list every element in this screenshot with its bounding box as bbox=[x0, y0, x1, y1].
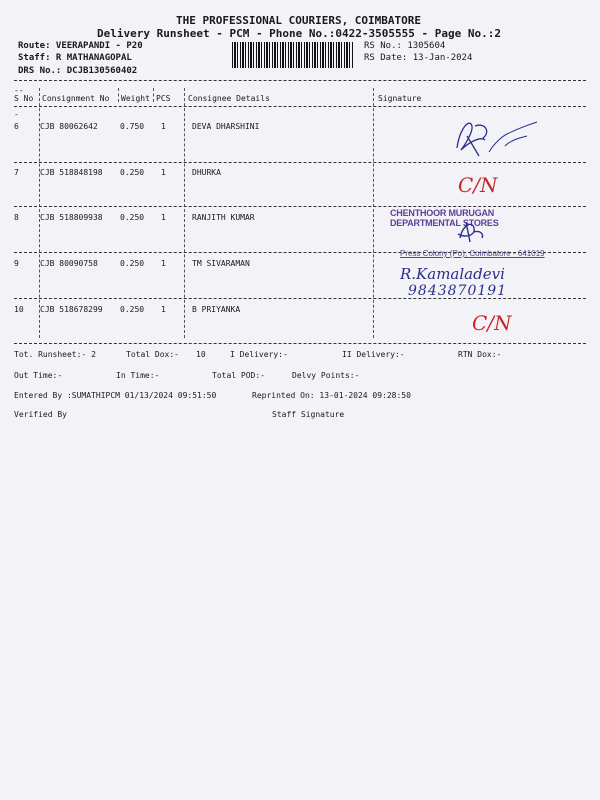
row-7-cn-mark: C/N bbox=[458, 173, 498, 197]
table-row-8-pcs: 1 bbox=[161, 213, 166, 222]
table-row-6-consignment: CJB 80062642 bbox=[40, 122, 98, 131]
row-10-cn-mark: C/N bbox=[472, 311, 512, 335]
table-row-7-weight: 0.250 bbox=[120, 168, 145, 177]
table-row-7-pcs: 1 bbox=[161, 168, 166, 177]
store-stamp: CHENTHOOR MURUGAN DEPARTMENTAL STORES Press Colony (Po), Coimbatore - 641019 bbox=[390, 208, 545, 258]
divider bbox=[14, 106, 586, 107]
col-header-pcs: PCS bbox=[156, 94, 171, 103]
table-row-9-weight: 0.250 bbox=[120, 259, 145, 268]
col-header-weight: Weight bbox=[121, 94, 150, 103]
table-row-8-sno: 8 bbox=[14, 213, 19, 222]
divider bbox=[14, 343, 586, 344]
table-row-7-consignment: CJB 518848198 bbox=[40, 168, 103, 177]
rs-date: RS Date: 13-Jan-2024 bbox=[364, 53, 473, 63]
rtn-dox: RTN Dox:- bbox=[458, 350, 502, 359]
table-row-8-weight: 0.250 bbox=[120, 213, 145, 222]
verified-by: Verified By bbox=[14, 410, 67, 419]
col-header-consignee: Consignee Details bbox=[188, 94, 270, 103]
total-dox-label: Total Dox:- bbox=[126, 350, 179, 359]
divider-mark: -- bbox=[14, 86, 24, 95]
ii-delivery: II Delivery:- bbox=[342, 350, 405, 359]
company-title: THE PROFESSIONAL COURIERS, COIMBATORE bbox=[176, 14, 422, 27]
in-time: In Time:- bbox=[116, 371, 160, 380]
total-dox-value: 10 bbox=[196, 350, 206, 359]
column-separator bbox=[373, 88, 374, 338]
staff-signature: Staff Signature bbox=[272, 410, 345, 419]
column-separator bbox=[153, 88, 154, 102]
table-row-9-consignment: CJB 80090758 bbox=[40, 259, 98, 268]
table-row-6-consignee: DEVA DHARSHINI bbox=[192, 122, 260, 131]
row-8-signature bbox=[452, 216, 488, 244]
divider bbox=[14, 252, 586, 253]
table-row-10-weight: 0.250 bbox=[120, 305, 145, 314]
row-9-signature-phone: 9843870191 bbox=[408, 283, 508, 299]
row-mark: - bbox=[14, 110, 19, 119]
tot-runsheet: Tot. Runsheet:- 2 bbox=[14, 350, 96, 359]
divider bbox=[14, 80, 586, 81]
table-row-9-pcs: 1 bbox=[161, 259, 166, 268]
i-delivery: I Delivery:- bbox=[230, 350, 288, 359]
table-row-9-sno: 9 bbox=[14, 259, 19, 268]
column-separator bbox=[184, 88, 185, 338]
table-row-9-consignee: TM SIVARAMAN bbox=[192, 259, 250, 268]
col-header-signature: Signature bbox=[378, 94, 422, 103]
col-header-sno: S No bbox=[14, 94, 34, 103]
divider bbox=[14, 298, 586, 299]
table-row-10-consignment: CJB 518678299 bbox=[40, 305, 103, 314]
table-row-8-consignment: CJB 518809938 bbox=[40, 213, 103, 222]
column-separator bbox=[118, 88, 119, 102]
barcode bbox=[232, 42, 354, 68]
drs-number: DRS No.: DCJB130560402 bbox=[18, 66, 138, 76]
entered-by: Entered By :SUMATHIPCM 01/13/2024 09:51:50 bbox=[14, 391, 217, 400]
reprinted-on: Reprinted On: 13-01-2024 09:28:50 bbox=[252, 391, 411, 400]
row-6-signature bbox=[445, 112, 565, 164]
runsheet-title: Delivery Runsheet - PCM - Phone No.:0422-3505555 - Page No.:2 bbox=[97, 27, 501, 40]
table-row-6-pcs: 1 bbox=[161, 122, 166, 131]
divider bbox=[14, 162, 586, 163]
col-header-consignment: Consignment No bbox=[42, 94, 110, 103]
out-time: Out Time:- bbox=[14, 371, 63, 380]
table-row-6-weight: 0.750 bbox=[120, 122, 145, 131]
table-row-7-sno: 7 bbox=[14, 168, 19, 177]
table-row-6-sno: 6 bbox=[14, 122, 19, 131]
row-9-signature-name: R.Kamaladevi bbox=[400, 265, 505, 283]
table-row-10-sno: 10 bbox=[14, 305, 24, 314]
divider bbox=[14, 206, 586, 207]
table-row-10-consignee: B PRIYANKA bbox=[192, 305, 241, 314]
rs-number: RS No.: 1305604 bbox=[364, 41, 446, 51]
table-row-10-pcs: 1 bbox=[161, 305, 166, 314]
delvy-points: Delvy Points:- bbox=[292, 371, 360, 380]
total-pod: Total POD:- bbox=[212, 371, 265, 380]
route-text: Route: VEERAPANDI - P20 bbox=[18, 41, 143, 51]
table-row-7-consignee: DHURKA bbox=[192, 168, 221, 177]
table-row-8-consignee: RANJITH KUMAR bbox=[192, 213, 255, 222]
staff-text: Staff: R MATHANAGOPAL bbox=[18, 53, 132, 63]
